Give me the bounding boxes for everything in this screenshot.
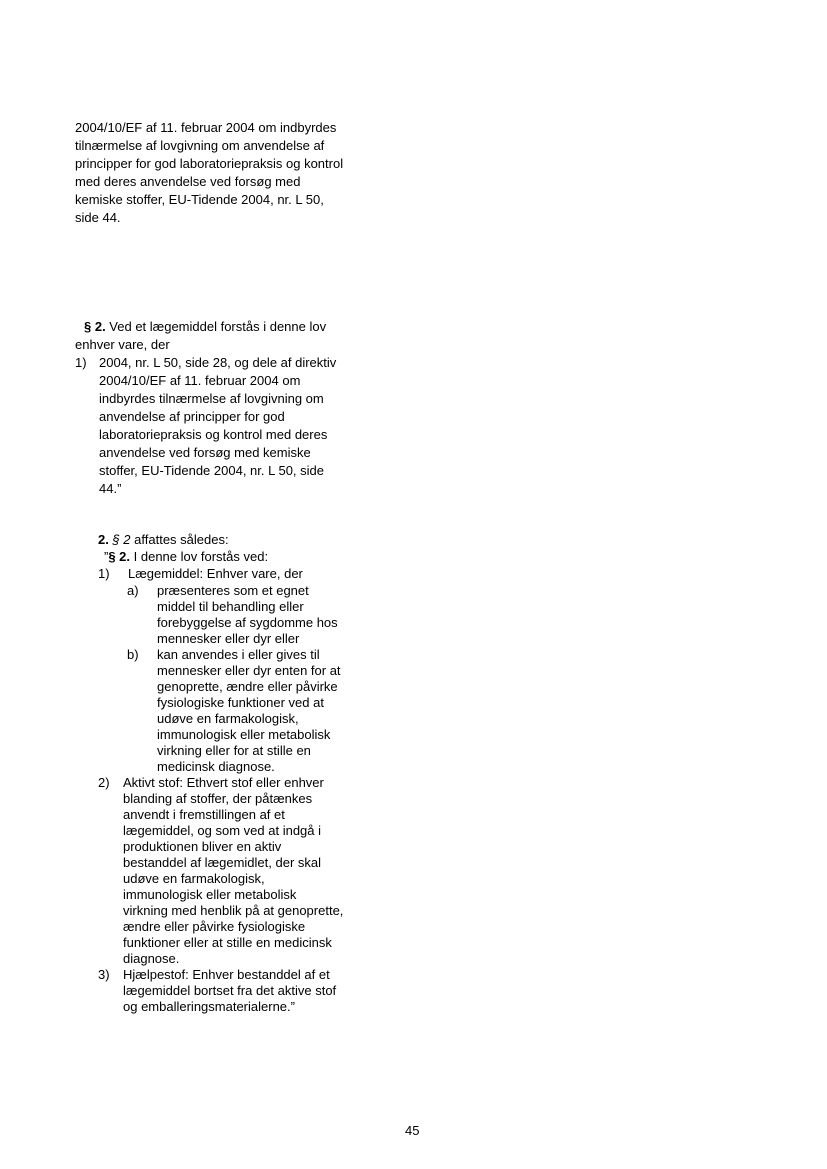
sublist-line: immunologisk eller metabolisk (157, 727, 331, 742)
list-item-line: 2004, nr. L 50, side 28, og dele af direktiv (99, 355, 337, 370)
list-item-line: bestanddel af lægemidlet, der skal (123, 855, 322, 870)
list-item-line: produktionen bliver en aktiv (123, 839, 282, 854)
open-quote: ” (104, 549, 109, 564)
text-line: med deres anvendelse ved forsøg med (75, 174, 301, 189)
new-section-label: § 2. (108, 549, 131, 564)
list-item-line: anvendelse ved forsøg med kemiske (99, 445, 311, 460)
list-item-line: stoffer, EU-Tidende 2004, nr. L 50, side (99, 463, 324, 478)
text-line: tilnærmelse af lovgivning om anvendelse af (75, 138, 325, 153)
text-line: side 44. (75, 210, 121, 225)
list-item-line: immunologisk eller metabolisk (123, 887, 297, 902)
list-item-line: anvendt i fremstillingen af et (123, 807, 285, 822)
sublist-line: præsenteres som et egnet (157, 583, 309, 598)
list-item-line: anvendelse af principper for god (99, 409, 285, 424)
amendment-ref: § 2 (112, 532, 131, 547)
amendment-heading (98, 532, 229, 548)
list-number: 2) (98, 775, 110, 790)
list-item-line: ændre eller påvirke fysiologiske (123, 919, 306, 934)
sublist-line: genoprette, ændre eller påvirke (157, 679, 338, 694)
list-number: 3) (98, 967, 110, 982)
sublist-line: middel til behandling eller (157, 599, 304, 614)
text-line: 2004/10/EF af 11. februar 2004 om indbyrdes (75, 120, 337, 135)
sublist-line: udøve en farmakologisk, (157, 711, 299, 726)
list-item-line: funktioner eller at stille en medicinsk (123, 935, 332, 950)
list-item-line: lægemiddel, og som ved at indgå i (123, 823, 322, 838)
page-number: 45 (405, 1123, 420, 1138)
list-item-line: lægemiddel bortset fra det aktive stof (123, 983, 337, 998)
new-section-text: I denne lov forstås ved: (130, 549, 269, 564)
sublist-line: forebyggelse af sygdomme hos (157, 615, 338, 630)
text-line: enhver vare, der (75, 337, 170, 352)
new-section-heading (104, 549, 268, 565)
list-item-line: laboratoriepraksis og kontrol med deres (99, 427, 328, 442)
list-item-line: diagnose. (123, 951, 180, 966)
sublist-letter: b) (127, 647, 139, 662)
list-item-line: blanding af stoffer, der påtænkes (123, 791, 313, 806)
section-text: Ved et lægemiddel forstås i denne lov (105, 319, 327, 334)
definition-title: Lægemiddel: Enhver vare, der (128, 566, 303, 581)
sublist-line: mennesker eller dyr eller (157, 631, 300, 646)
sublist-line: mennesker eller dyr enten for at (157, 663, 341, 678)
amendment-text: affattes således: (130, 532, 229, 547)
section-heading-line (84, 319, 326, 335)
list-item-line: Hjælpestof: Enhver bestanddel af et (123, 967, 330, 982)
text-line: kemiske stoffer, EU-Tidende 2004, nr. L 50, (75, 192, 324, 207)
sublist-line: virkning eller for at stille en (157, 743, 311, 758)
list-item-line: 2004/10/EF af 11. februar 2004 om (99, 373, 301, 388)
section-label: § 2. (84, 319, 106, 334)
list-number: 1) (98, 566, 110, 581)
list-item-line: indbyrdes tilnærmelse af lovgivning om (99, 391, 324, 406)
sublist-line: medicinsk diagnose. (157, 759, 275, 774)
sublist-letter: a) (127, 583, 139, 598)
list-item-line: og emballeringsmaterialerne.” (123, 999, 295, 1014)
list-item-line: virkning med henblik på at genoprette, (123, 903, 344, 918)
list-number: 1) (75, 355, 87, 370)
text-line: principper for god laboratoriepraksis og kontrol (75, 156, 344, 171)
list-item-line: udøve en farmakologisk, (123, 871, 265, 886)
amendment-number: 2. (98, 532, 109, 547)
sublist-line: kan anvendes i eller gives til (157, 647, 320, 662)
sublist-line: fysiologiske funktioner ved at (157, 695, 324, 710)
list-item-line: Aktivt stof: Ethvert stof eller enhver (123, 775, 324, 790)
list-item-line: 44.” (99, 481, 122, 496)
